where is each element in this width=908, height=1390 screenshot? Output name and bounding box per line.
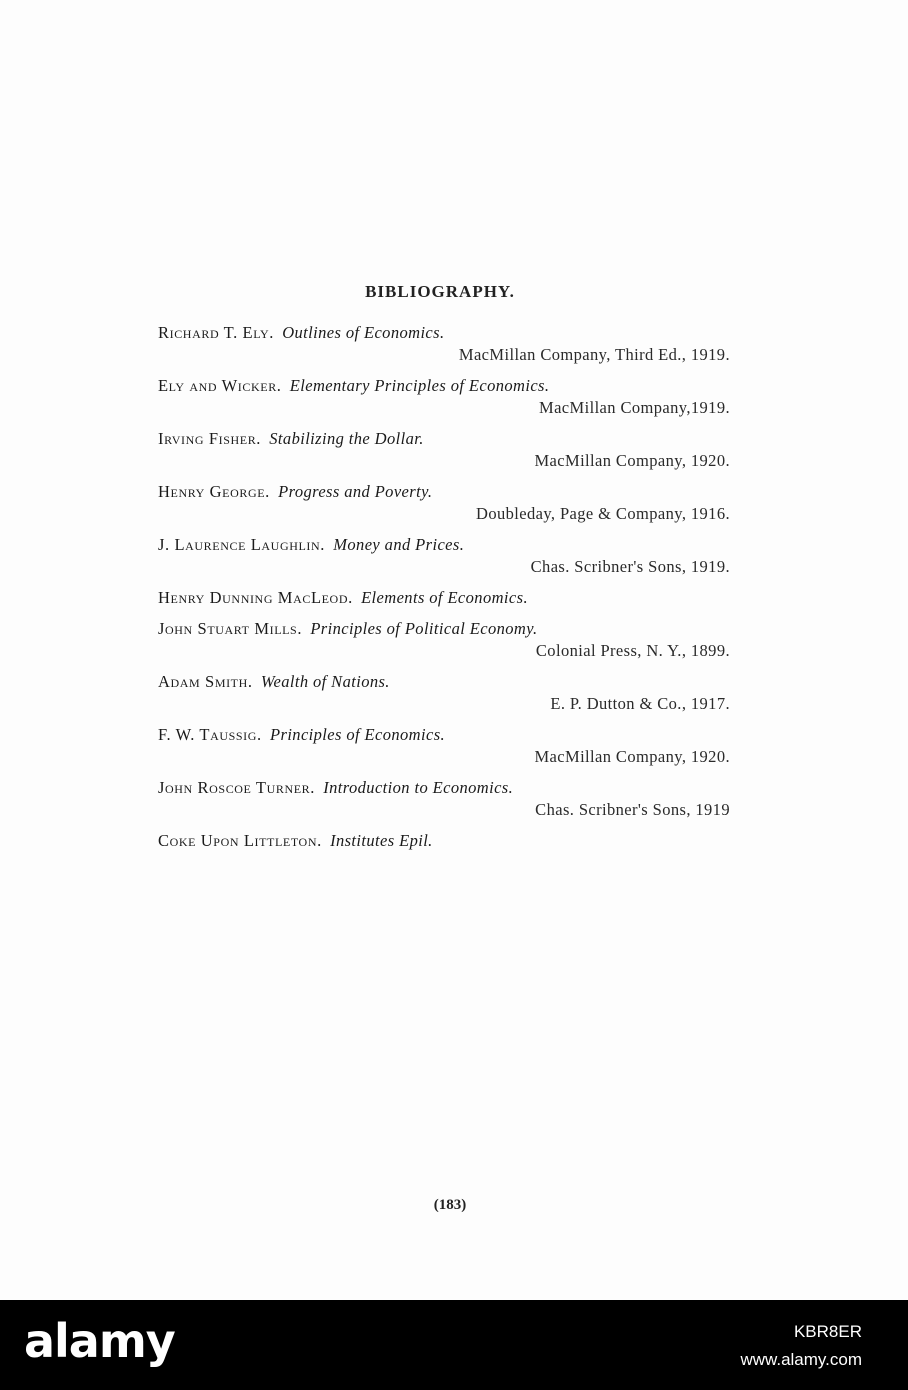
entry-publisher: Chas. Scribner's Sons, 1919. xyxy=(530,557,730,576)
bibliography-entry xyxy=(158,830,730,852)
image-id: KBR8ER xyxy=(793,1322,862,1341)
entry-author: John Roscoe Turner. xyxy=(158,778,315,797)
entry-author: Adam Smith. xyxy=(158,672,253,691)
bibliography-entry xyxy=(158,777,730,821)
entry-author: Irving Fisher. xyxy=(158,429,262,448)
entry-work: Elementary Principles of Economics. xyxy=(289,376,550,395)
entry-author: F. W. Taussig. xyxy=(158,725,262,744)
entry-work: Outlines of Economics. xyxy=(282,323,445,342)
bibliography-entry xyxy=(158,428,730,472)
bibliography-list xyxy=(158,322,730,861)
entry-author: Coke Upon Littleton. xyxy=(158,831,322,850)
entry-publisher: E. P. Dutton & Co., 1917. xyxy=(550,694,730,713)
bibliography-entry xyxy=(158,481,730,525)
bibliography-entry xyxy=(158,534,730,578)
bibliography-entry xyxy=(158,587,730,609)
entry-author: Ely and Wicker. xyxy=(158,376,282,395)
watermark-banner xyxy=(0,1300,908,1390)
bibliography-entry xyxy=(158,724,730,768)
entry-work: Stabilizing the Dollar. xyxy=(269,429,424,448)
entry-work: Principles of Economics. xyxy=(270,725,446,744)
entry-work: Money and Prices. xyxy=(333,535,465,554)
entry-work: Introduction to Economics. xyxy=(323,778,514,797)
page-title: BIBLIOGRAPHY. xyxy=(365,282,515,301)
bibliography-entry xyxy=(158,375,730,419)
entry-work: Wealth of Nations. xyxy=(260,672,390,691)
entry-publisher: MacMillan Company, Third Ed., 1919. xyxy=(458,345,730,364)
entry-work: Elements of Economics. xyxy=(361,588,528,607)
entry-publisher: Colonial Press, N. Y., 1899. xyxy=(535,641,730,660)
entry-publisher: Doubleday, Page & Company, 1916. xyxy=(476,504,730,523)
alamy-logo: alamy xyxy=(24,1314,175,1368)
entry-publisher: MacMillan Company, 1920. xyxy=(534,451,730,470)
entry-author: Henry Dunning MacLeod. xyxy=(158,588,353,607)
entry-work: Institutes Epil. xyxy=(330,831,433,850)
entry-publisher: MacMillan Company, 1920. xyxy=(534,747,730,766)
entry-publisher: MacMillan Company,1919. xyxy=(539,398,730,417)
entry-author: John Stuart Mills. xyxy=(158,619,303,638)
entry-work: Progress and Poverty. xyxy=(278,482,433,501)
entry-author: J. Laurence Laughlin. xyxy=(158,535,326,554)
entry-work: Principles of Political Economy. xyxy=(310,619,538,638)
page-number: (183) xyxy=(433,1197,467,1213)
bibliography-entry xyxy=(158,618,730,662)
bibliography-entry xyxy=(158,322,730,366)
entry-author: Henry George. xyxy=(158,482,270,501)
site-url: www.alamy.com xyxy=(740,1350,862,1369)
entry-author: Richard T. Ely. xyxy=(158,323,274,342)
entry-publisher: Chas. Scribner's Sons, 1919 xyxy=(535,800,730,819)
bibliography-entry xyxy=(158,671,730,715)
